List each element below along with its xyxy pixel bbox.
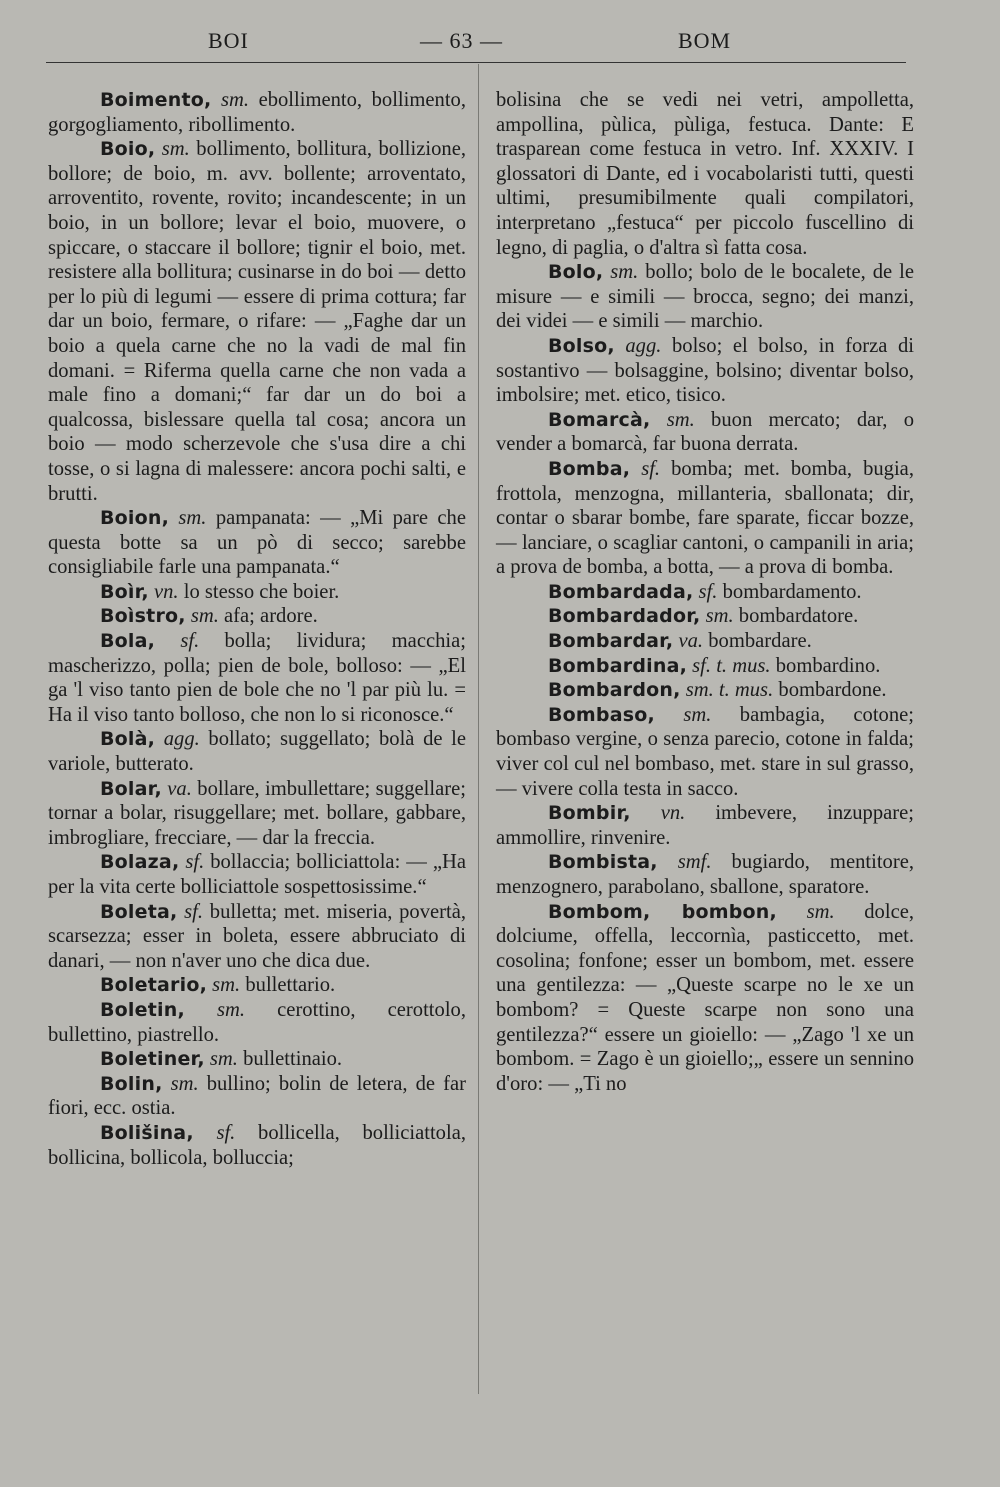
dictionary-entry bbox=[496, 678, 914, 703]
headword: Bolso, bbox=[548, 334, 615, 357]
dictionary-entry bbox=[496, 334, 914, 408]
headword: Boimento, bbox=[100, 89, 212, 111]
headword: Bombom, bombon, bbox=[548, 900, 777, 923]
entry-definition: imbevere, inzuppare; ammollire, rinvenire. bbox=[496, 802, 915, 849]
grammar-tag: agg. bbox=[163, 728, 200, 751]
grammar-tag: sm. bbox=[178, 507, 207, 530]
dictionary-entry bbox=[496, 457, 914, 580]
entry-definition: pampanata: — „Mi pare che questa botte sa un pò di secco; sarebbe consigliabile farle una pampanata.“ bbox=[48, 507, 466, 579]
entry-definition: bulletta; met. miseria, povertà, scarsezza; esser in boleta, essere abbruciato di danari, — non n'aver uno che dica due. bbox=[48, 900, 467, 972]
entry-definition: buon mercato; dar, o vender a bomarcà, far buona derrata. bbox=[496, 408, 914, 456]
entry-definition: afa; ardore. bbox=[224, 605, 318, 628]
grammar-tag: sm. bbox=[212, 974, 241, 997]
entry-definition: bolisina che se vedi nei vetri, ampolletta, ampollina, pùlica, pùliga, festuca. Dante: E trasparean come festuca in vetro. Inf. XXXIV. I glossatori di Dante, ed i vocabolaristi tutti, questi ultimi, presumibilmente quali compilatori, interpretano „festuca“ per piccolo fuscellino di legno, di paglia, o d'altra sì fatta cosa. bbox=[496, 89, 914, 259]
headword: Boletario, bbox=[100, 974, 207, 997]
grammar-tag: sm. t. mus. bbox=[685, 679, 774, 702]
dictionary-entry bbox=[48, 604, 466, 629]
dictionary-entry bbox=[48, 777, 466, 851]
entry-definition: bugiardo, mentitore, menzognero, parabolano, sballone, sparatore. bbox=[496, 851, 914, 898]
left-column bbox=[48, 88, 466, 1170]
entry-definition: bombardino. bbox=[775, 654, 881, 677]
headword: Bolaza, bbox=[100, 851, 180, 874]
headword: Bombir, bbox=[548, 802, 631, 825]
entry-definition: bolso; el bolso, in forza di sostantivo — bolsaggine, bolsino; diventar bolso, imbolsire; met. etico, tisico. bbox=[496, 334, 914, 407]
headword: Boleta, bbox=[100, 900, 178, 923]
grammar-tag: sm. bbox=[190, 605, 219, 628]
dictionary-entry bbox=[48, 850, 466, 899]
entry-definition: bambagia, cotone; bombaso vergine, o senza parecio, cotone in falda; viver col cul nel bombaso, met. stare in sul grasso, — vivere colla testa in sacco. bbox=[496, 703, 915, 800]
dictionary-entry bbox=[48, 506, 466, 580]
grammar-tag: sf. t. mus. bbox=[692, 654, 771, 677]
headword: Bomarcà, bbox=[548, 408, 651, 431]
entry-definition: dolce, dolciume, offella, leccornìa, pasticcetto, met. cosolina; fonfone; esser un bombom, met. essere una gentilezza: — „Queste scarpe no le xe un bombom? = Queste scarpe non sono una gentilezza?“ essere un gioiello: — „Zago 'l xe un bombom. = Zago è un gioiello;„ essere un sennino d'oro: — „Ti no bbox=[496, 900, 914, 1095]
grammar-tag: sf. bbox=[641, 457, 661, 480]
headword: Bolar, bbox=[100, 777, 162, 800]
left-guide-word: BOI bbox=[208, 28, 249, 53]
dictionary-entry-continuation bbox=[496, 88, 914, 260]
headword: Boìr, bbox=[100, 580, 149, 603]
dictionary-entry bbox=[48, 900, 466, 974]
page-number: — 63 — bbox=[420, 28, 503, 53]
entry-definition: bollicella, bolliciattola, bollicina, bollicola, bolluccia; bbox=[48, 1121, 466, 1169]
grammar-tag: sm. bbox=[209, 1048, 238, 1071]
grammar-tag: sm. bbox=[683, 703, 712, 726]
grammar-tag: sm. bbox=[161, 138, 190, 161]
grammar-tag: sm. bbox=[806, 900, 835, 923]
dictionary-entry bbox=[48, 727, 466, 776]
dictionary-entry bbox=[496, 629, 914, 654]
grammar-tag: sm. bbox=[170, 1072, 199, 1095]
right-column bbox=[496, 88, 914, 1096]
entry-definition: bullettario. bbox=[245, 974, 336, 997]
entry-definition: bolla; lividura; macchia; mascherizzo, polla; pien de bole, bolloso: — „El ga 'l viso tanto pien de bole che no 'l par più lu. = Ha il viso tanto bolloso, che non lo si riconosce.“ bbox=[48, 630, 466, 726]
entry-definition: bombardamento. bbox=[722, 580, 862, 603]
headword: Bombista, bbox=[548, 851, 658, 874]
dictionary-entry bbox=[48, 1072, 466, 1121]
entry-definition: bollato; suggellato; bolà de le variole, butterato. bbox=[48, 728, 466, 776]
entry-definition: bollare, imbullettare; suggellare; tornar a bolar, risuggellare; met. bollare, gabbare, imbrogliare, frecciare, — dar la freccia. bbox=[48, 777, 466, 849]
dictionary-entry bbox=[48, 998, 466, 1047]
entry-definition: bullino; bolin de letera, de far fiori, ecc. ostia. bbox=[48, 1072, 466, 1120]
headword: Bombardador, bbox=[548, 605, 701, 628]
grammar-tag: sf. bbox=[698, 580, 718, 603]
dictionary-entry bbox=[496, 580, 914, 605]
dictionary-entry bbox=[496, 654, 914, 679]
grammar-tag: sm. bbox=[217, 998, 246, 1021]
grammar-tag: vn. bbox=[154, 580, 179, 603]
dictionary-entry bbox=[48, 629, 466, 727]
entry-definition: bollo; bolo de le bocalete, de le misure — e simili — brocca, segno; dei manzi, dei videi — e simili — marchio. bbox=[496, 261, 914, 333]
dictionary-entry bbox=[48, 1121, 466, 1170]
headword: Boio, bbox=[100, 138, 156, 161]
headword: Boion, bbox=[100, 507, 170, 530]
entry-definition: bollimento, bollitura, bollizione, bollore; de boio, m. avv. bollente; arroventato, arroventito, rovente, rovito; incandescente; in un boio, in un bollore; levar el boio, muovere, o spiccare, o staccare il bollore; tignir el boio, met. resistere alla bollitura; cusinarse in do boi — detto per lo più di legumi — essere di prima cottura; far dar un boio, fermare, o rifare: — „Faghe dar un boio a quela carne che no la vadi de mal fin domani. = Riferma quella carne che non vada a male fino a domani;“ far dar un do boi a qualcossa, bislessare quella tal cosa; ancora un boio — modo scherzevole che s'usa dire a chi tosse, o si lagna di malessere: ancora pochi salti, e brutti. bbox=[48, 138, 466, 505]
grammar-tag: agg. bbox=[625, 334, 662, 357]
dictionary-entry bbox=[48, 973, 466, 998]
grammar-tag: sf. bbox=[180, 630, 200, 653]
entry-definition: cerottino, cerottolo, bullettino, piastrello. bbox=[48, 998, 466, 1046]
entry-definition: bombardatore. bbox=[738, 605, 859, 628]
grammar-tag: va. bbox=[678, 630, 704, 653]
entry-definition: bombardone. bbox=[778, 679, 887, 702]
entry-definition: bullettinaio. bbox=[243, 1048, 343, 1071]
headword: Bombardina, bbox=[548, 654, 688, 677]
dictionary-entry bbox=[48, 88, 466, 137]
dictionary-entry bbox=[48, 137, 466, 506]
entry-definition: bombardare. bbox=[708, 630, 812, 653]
dictionary-entry bbox=[496, 900, 914, 1097]
header-rule bbox=[46, 62, 906, 63]
headword: Bolà, bbox=[100, 728, 156, 751]
dictionary-entry bbox=[48, 580, 466, 605]
dictionary-entry bbox=[48, 1047, 466, 1072]
dictionary-entry bbox=[496, 801, 914, 850]
headword: Boìstro, bbox=[100, 605, 186, 628]
headword: Bola, bbox=[100, 630, 156, 653]
headword: Boletiner, bbox=[100, 1048, 205, 1071]
dictionary-entry bbox=[496, 408, 914, 457]
grammar-tag: smf. bbox=[677, 851, 712, 874]
grammar-tag: va. bbox=[167, 777, 192, 800]
dictionary-entry bbox=[496, 260, 914, 334]
grammar-tag: sm. bbox=[610, 261, 639, 284]
entry-definition: lo stesso che boier. bbox=[183, 580, 340, 603]
entry-definition: bomba; met. bomba, bugia, frottola, menzogna, millanteria, sballonata; dir, contar o sbarar bombe, fare sparate, ficcar bozze, — lanciare, o scagliar cantoni, o campanili in aria; a prova de bomba, a botta, — a prova di bomba. bbox=[496, 457, 914, 579]
dictionary-entry bbox=[496, 850, 914, 899]
headword: Bombaso, bbox=[548, 703, 655, 726]
dictionary-entry bbox=[496, 703, 914, 801]
grammar-tag: sm. bbox=[705, 605, 734, 628]
headword: Bomba, bbox=[548, 457, 631, 480]
headword: Bolo, bbox=[548, 261, 604, 284]
headword: Bombardon, bbox=[548, 679, 681, 702]
grammar-tag: sf. bbox=[185, 851, 205, 874]
right-guide-word: BOM bbox=[678, 28, 732, 53]
column-divider bbox=[478, 64, 479, 1394]
headword: Bombardar, bbox=[548, 630, 674, 653]
grammar-tag: sm. bbox=[220, 89, 250, 111]
grammar-tag: sf. bbox=[184, 900, 204, 923]
headword: Bolin, bbox=[100, 1072, 163, 1095]
grammar-tag: vn. bbox=[660, 802, 686, 825]
entry-definition: ebollimento, bollimento, gorgogliamento, ribollimento. bbox=[48, 89, 466, 136]
dictionary-entry bbox=[496, 604, 914, 629]
headword: Bombardada, bbox=[548, 580, 694, 603]
headword: Boletin, bbox=[100, 998, 185, 1021]
grammar-tag: sm. bbox=[666, 408, 695, 431]
headword: Bolišina, bbox=[100, 1121, 194, 1144]
entry-definition: bollaccia; bolliciattola: — „Ha per la vita certe bolliciattole sospettosissime.“ bbox=[48, 851, 466, 898]
grammar-tag: sf. bbox=[216, 1121, 236, 1144]
